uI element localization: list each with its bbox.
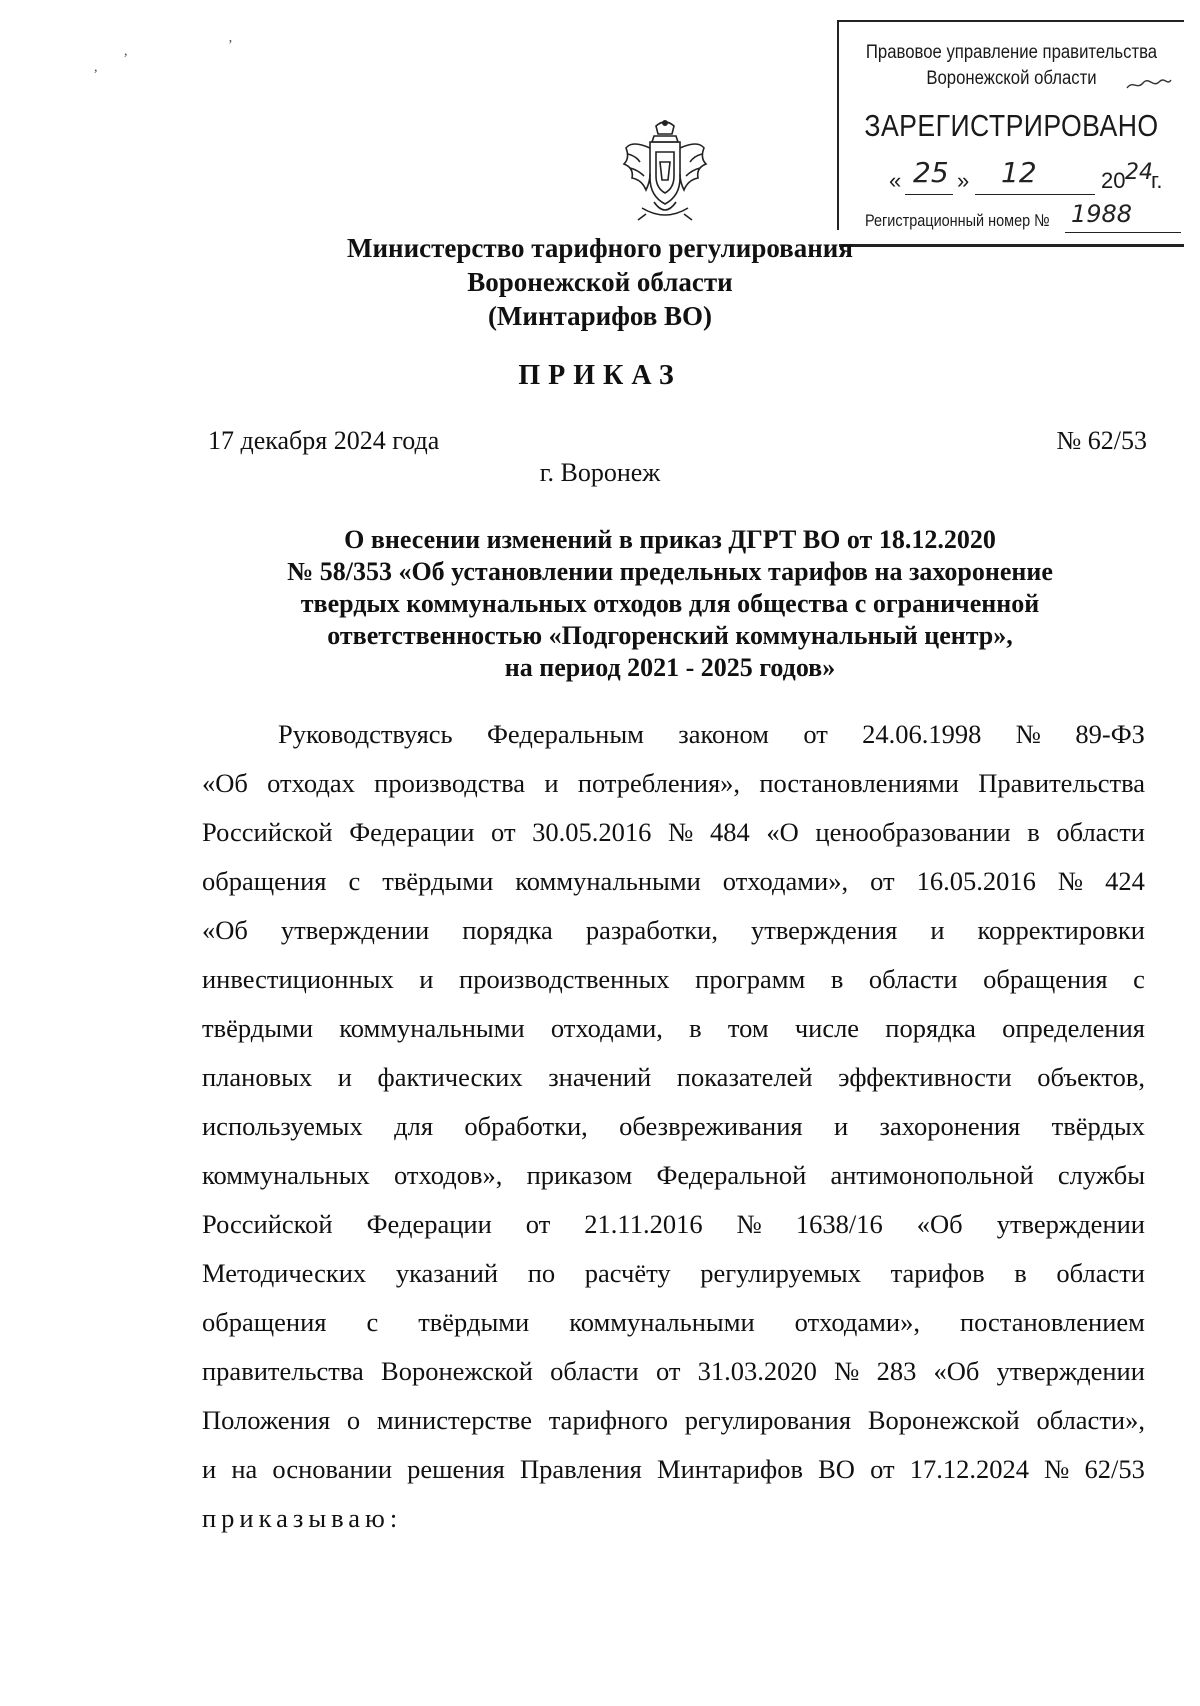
body-word: № <box>736 1209 762 1239</box>
body-word: законом <box>678 719 769 749</box>
body-line <box>202 759 1145 808</box>
body-word: постановлениями <box>759 768 959 798</box>
body-word: Российской <box>202 1209 333 1239</box>
body-word: в <box>1027 817 1040 847</box>
body-word: с <box>366 1307 379 1337</box>
body-word: ценообразовании <box>815 817 1011 847</box>
body-word: значений <box>548 1062 652 1092</box>
body-word: производственных <box>459 964 670 994</box>
body-word: регулируемых <box>700 1258 861 1288</box>
body-word: для <box>394 1111 434 1141</box>
body-word: обращения <box>202 866 327 896</box>
body-word: твёрдыми <box>382 866 494 896</box>
body-word: утверждении <box>280 915 430 945</box>
body-word: отходами», <box>722 866 849 896</box>
body-word: области <box>868 964 958 994</box>
body-word: Методических <box>202 1258 367 1288</box>
body-word: № <box>834 1356 860 1386</box>
body-word: твёрдых <box>1051 1111 1145 1141</box>
body-word: Положения <box>202 1405 331 1435</box>
body-word: эффективности <box>838 1062 1012 1092</box>
body-word: № <box>668 817 694 847</box>
body-word: коммунальными <box>339 1013 525 1043</box>
body-word: твёрдыми <box>202 1013 313 1043</box>
body-word: Федеральным <box>487 719 644 749</box>
body-line <box>202 1298 1145 1347</box>
org-line-2: Воронежской области <box>467 267 733 297</box>
body-word: 31.03.2020 <box>697 1356 817 1386</box>
stamp-authority-line1: Правовое управление правительства <box>865 42 1158 63</box>
body-word: 16.05.2016 <box>916 866 1036 896</box>
body-word: и <box>544 768 559 798</box>
order-word: приказываю: <box>202 1503 403 1533</box>
body-word: числе <box>794 1013 860 1043</box>
body-word: показателей <box>676 1062 813 1092</box>
body-word: коммунальных <box>202 1160 370 1190</box>
body-word: от <box>525 1209 551 1239</box>
body-word: «Об <box>933 1356 980 1386</box>
body-word: твёрдыми <box>418 1307 530 1337</box>
body-word: области <box>1056 817 1145 847</box>
body-word: коммунальными <box>569 1307 755 1337</box>
body-word: утверждения <box>750 915 898 945</box>
body-word: корректировки <box>977 915 1145 945</box>
body-line <box>202 857 1145 906</box>
body-word: отходами», <box>794 1307 920 1337</box>
body-word: № <box>1044 1454 1070 1484</box>
body-line <box>202 906 1145 955</box>
body-word: Правительства <box>978 768 1145 798</box>
body-line <box>202 1004 1145 1053</box>
body-word: обработки, <box>464 1111 588 1141</box>
body-line <box>202 710 1145 759</box>
stamp-signature-icon <box>1125 74 1173 94</box>
body-word: расчёту <box>584 1258 671 1288</box>
body-word: захоронения <box>879 1111 1021 1141</box>
body-line <box>202 1347 1145 1396</box>
body-word: утверждении <box>996 1356 1145 1386</box>
stamp-day: 25 <box>913 156 949 189</box>
body-word: решения <box>407 1454 505 1484</box>
stamp-month: 12 <box>1001 156 1037 189</box>
body-word: 283 <box>876 1356 917 1386</box>
body-word: 30.05.2016 <box>532 817 652 847</box>
body-word: от <box>803 719 828 749</box>
org-line-3: (Минтарифов ВО) <box>487 301 713 331</box>
body-word: Правления <box>520 1454 642 1484</box>
body-word: «Об <box>202 768 248 798</box>
body-word: от <box>870 866 895 896</box>
document-page: , ʼ , Правовое управление правительства Воронежской области ЗАРЕГИСТРИРОВАНО « 25 » 12 20 24 г. Регистрационный номер № 1988 Министерство тарифного регулирования Воронежской области (Минтарифов ВО) ПРИКАЗ 17 декабря 2024 года № 62/53 г. Воронеж О внесении изменений в приказ ДГРТ ВО от 18.12.2020 № 58/353 «Об установлении предельных тарифов на захоронение твердых коммунальных отходов для общества с ограниченной ответственностью «Подгоренский коммунальный центр», на период 2021 - 2025 годов» Руководствуясь Федеральным законом от 24.06.1998 № 89-ФЗ «Об отходах производства и потребления», постановлениями Правительства Российской Федерации от 30.05.2016 № 484 «О ценообразовании в области обращения с твёрдыми коммунальными отходами», от 16.05.2016 № 424 «Об утверждении порядка разработки, утверждения и корректировки инвестиционных и производственных программ в области обращения с твёрдыми коммунальными отходами, в том числе порядка определения плановых и фактических значений показателей эффективности объектов, используемых для обработки, обезвреживания и захоронения твёрдых коммунальных отходов», приказом Федеральной антимонопольной службы Российской Федерации от 21.11.2016 № 1638/16 «Об утверждении Методических указаний по расчёту регулируемых тарифов в области обращения с твёрдыми коммунальными отходами», постановлением правительства Воронежской области от 31.03.2020 № 283 «Об утверждении Положения о министерстве тарифного регулирования Воронежской области», и на основании решения Правления Минтарифов ВО от 17.12.2024 № 62/53 приказываю: <box>0 0 1200 1706</box>
body-word: с <box>1133 964 1145 994</box>
body-word: фактических <box>377 1062 523 1092</box>
body-word: тарифного <box>548 1405 668 1435</box>
body-word: порядка <box>462 915 553 945</box>
stamp-authority-line2: Воронежской области <box>926 68 1097 89</box>
body-word: 1638/16 <box>795 1209 883 1239</box>
body-word: отходов», <box>394 1160 503 1190</box>
body-word: отходами, <box>550 1013 663 1043</box>
stamp-year-prefix: 20 <box>1101 168 1126 193</box>
body-word: и <box>930 915 945 945</box>
body-word: постановлением <box>959 1307 1145 1337</box>
body-line <box>202 1151 1145 1200</box>
body-word: антимонопольной <box>830 1160 1034 1190</box>
body-word: в <box>689 1013 702 1043</box>
body-word: от <box>491 817 516 847</box>
body-word: разработки, <box>585 915 718 945</box>
body-line <box>202 1200 1145 1249</box>
body-word: коммунальными <box>515 866 701 896</box>
stamp-reg-number-label: Регистрационный номер № <box>865 211 1050 230</box>
body-word: объектов, <box>1037 1062 1145 1092</box>
body-word: 89-ФЗ <box>1075 719 1145 749</box>
document-subject <box>200 524 1140 684</box>
registration-stamp <box>837 20 1184 230</box>
body-word: на <box>231 1454 258 1484</box>
body-word: тарифов <box>890 1258 985 1288</box>
document-type: ПРИКАЗ <box>518 360 682 391</box>
body-word: о <box>346 1405 361 1435</box>
body-word: программ <box>695 964 806 994</box>
body-word: утверждении <box>996 1209 1145 1239</box>
body-word: обращения <box>202 1307 327 1337</box>
org-line-1: Министерство тарифного регулирования <box>347 233 853 263</box>
stamp-year-unit: г. <box>1151 168 1163 193</box>
body-line <box>202 1249 1145 1298</box>
body-word: обращения <box>983 964 1108 994</box>
stamp-quote-close: » <box>957 168 970 193</box>
body-word: инвестиционных <box>202 964 394 994</box>
body-word: приказом <box>526 1160 633 1190</box>
body-word: 62/53 <box>1084 1454 1145 1484</box>
subject-line-4: ответственностью «Подгоренский коммунальный центр», <box>327 621 1013 650</box>
body-word: 24.06.1998 <box>862 719 982 749</box>
body-word: регулирования <box>684 1405 852 1435</box>
document-body <box>202 710 1145 1543</box>
body-line <box>202 955 1145 1004</box>
body-word: Федерации <box>349 817 475 847</box>
body-word: Руководствуясь <box>278 719 453 749</box>
body-word: от <box>655 1356 681 1386</box>
body-line <box>202 1396 1145 1445</box>
stamp-year-suffix: 24 <box>1125 160 1153 185</box>
body-word: по <box>527 1258 556 1288</box>
body-word: Российской <box>202 817 333 847</box>
body-word: от <box>870 1454 895 1484</box>
subject-line-5: на период 2021 - 2025 годов» <box>504 653 836 682</box>
body-line <box>202 808 1145 857</box>
subject-line-2: № 58/353 «Об установлении предельных тарифов на захоронение <box>287 557 1053 586</box>
subject-line-3: твердых коммунальных отходов для общества с ограниченной <box>300 589 1040 618</box>
document-city: г. Воронеж <box>539 458 661 487</box>
body-word: обезвреживания <box>619 1111 803 1141</box>
body-line <box>202 1102 1145 1151</box>
stamp-quote-open: « <box>889 168 902 193</box>
stamp-registered-label: ЗАРЕГИСТРИРОВАНО <box>864 108 1159 143</box>
body-word: плановых <box>202 1062 313 1092</box>
body-word: в <box>1014 1258 1027 1288</box>
body-word: министерстве <box>376 1405 533 1435</box>
body-word: 21.11.2016 <box>584 1209 703 1239</box>
document-number: № 62/53 <box>1056 426 1147 455</box>
body-word: области», <box>1036 1405 1145 1435</box>
body-word: и <box>202 1454 217 1484</box>
issuing-organization <box>0 231 1200 333</box>
body-word: службы <box>1057 1160 1145 1190</box>
body-word: с <box>348 866 361 896</box>
body-word: 17.12.2024 <box>909 1454 1029 1484</box>
body-word: и <box>419 964 434 994</box>
stamp-reg-number: 1988 <box>1071 200 1133 228</box>
body-word: используемых <box>202 1111 363 1141</box>
stamp-date-row <box>879 156 1179 200</box>
body-word: Федерации <box>366 1209 492 1239</box>
coat-of-arms-icon <box>620 118 710 222</box>
body-word: Воронежской <box>381 1356 533 1386</box>
body-word: и <box>833 1111 849 1141</box>
body-word: области <box>1056 1258 1145 1288</box>
subject-line-1: О внесении изменений в приказ ДГРТ ВО от 18.12.2020 <box>344 525 996 554</box>
body-word: № <box>1015 719 1042 749</box>
body-word: том <box>727 1013 769 1043</box>
body-word: и <box>337 1062 352 1092</box>
body-word: № <box>1057 866 1084 896</box>
body-line <box>202 1053 1145 1102</box>
body-word: производства <box>374 768 526 798</box>
body-line <box>202 1445 1145 1494</box>
body-word: указаний <box>395 1258 499 1288</box>
body-word: потребления», <box>577 768 741 798</box>
body-word: в <box>830 964 844 994</box>
body-word: 484 <box>710 817 750 847</box>
document-date: 17 декабря 2024 года <box>208 426 440 455</box>
body-word: «Об <box>916 1209 963 1239</box>
body-word: ВО <box>818 1454 855 1484</box>
body-word: области <box>550 1356 639 1386</box>
body-word: Федеральной <box>656 1160 807 1190</box>
body-word: порядка <box>885 1013 976 1043</box>
body-word: «Об <box>202 915 248 945</box>
body-word: 424 <box>1105 866 1145 896</box>
body-word: правительства <box>202 1356 364 1386</box>
body-word: «О <box>766 817 799 847</box>
body-word: определения <box>1002 1013 1145 1043</box>
body-word: Воронежской <box>867 1405 1020 1435</box>
body-word: Минтарифов <box>657 1454 803 1484</box>
body-word: отходах <box>267 768 355 798</box>
body-word: основании <box>272 1454 392 1484</box>
